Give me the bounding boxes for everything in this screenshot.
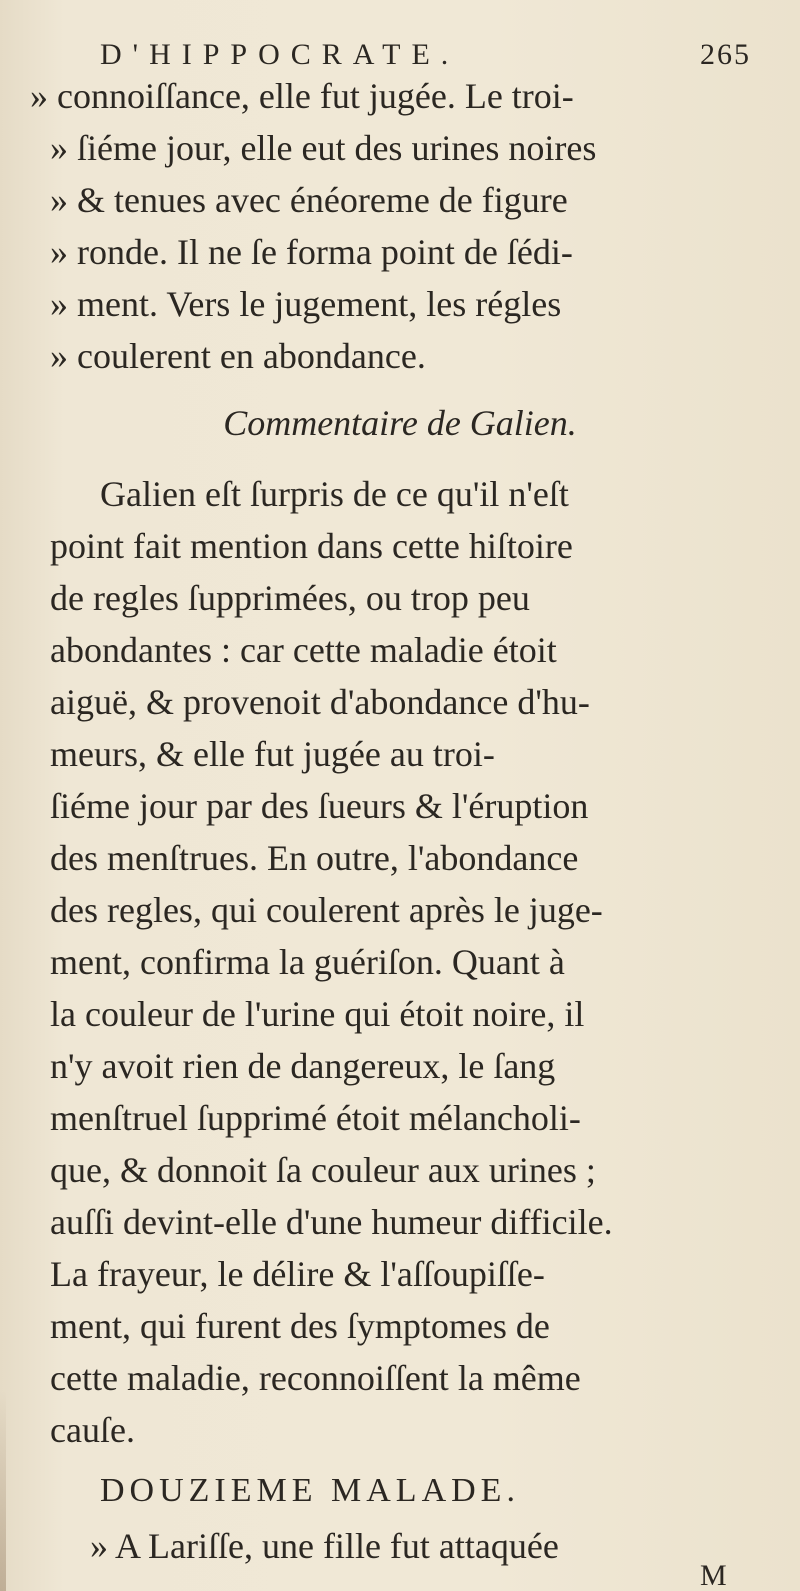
page-number: 265 — [700, 38, 751, 71]
text-line: ment, qui furent des ſymptomes de — [50, 1306, 550, 1346]
text-line: de regles ſupprimées, ou trop peu — [50, 578, 530, 618]
text-line: menſtruel ſupprimé étoit mélancholi- — [50, 1098, 581, 1138]
text-line: cauſe. — [50, 1410, 135, 1450]
text-line: la couleur de l'urine qui étoit noire, il — [50, 994, 585, 1034]
catchword: M — [700, 1559, 727, 1591]
text-line: » connoiſſance, elle fut jugée. Le troi- — [30, 76, 574, 116]
section-heading: DOUZIEME MALADE. — [100, 1472, 520, 1509]
running-title: D'HIPPOCRATE. — [100, 38, 460, 71]
commentary-heading: Commentaire de Galien. — [223, 403, 577, 443]
text-line: » A Lariſſe, une fille fut attaquée — [90, 1526, 559, 1566]
text-line: des menſtrues. En outre, l'abondance — [50, 838, 579, 878]
text-line: n'y avoit rien de dangereux, le ſang — [50, 1046, 556, 1086]
page-edge-shadow — [0, 1390, 6, 1591]
text-line: des regles, qui coulerent après le juge- — [50, 890, 603, 930]
text-line: abondantes : car cette maladie étoit — [50, 630, 557, 670]
text-line: auſſi devint-elle d'une humeur difficile. — [50, 1202, 613, 1242]
text-line: » ronde. Il ne ſe forma point de ſédi- — [50, 232, 573, 272]
text-line: ment, confirma la guériſon. Quant à — [50, 942, 565, 982]
text-line: que, & donnoit ſa couleur aux urines ; — [50, 1150, 596, 1190]
text-line: » & tenues avec énéoreme de figure — [50, 180, 568, 220]
text-line: » ment. Vers le jugement, les régles — [50, 284, 562, 324]
text-line: ſiéme jour par des ſueurs & l'éruption — [50, 786, 589, 826]
text-line: » ſiéme jour, elle eut des urines noires — [50, 128, 597, 168]
text-line: meurs, & elle fut jugée au troi- — [50, 734, 495, 774]
text-line: cette maladie, reconnoiſſent la même — [50, 1358, 581, 1398]
text-line: La frayeur, le délire & l'aſſoupiſſe- — [50, 1254, 545, 1294]
text-line: » coulerent en abondance. — [50, 336, 426, 376]
text-line: aiguë, & provenoit d'abondance d'hu- — [50, 682, 590, 722]
text-line: Galien eſt ſurpris de ce qu'il n'eſt — [100, 474, 569, 514]
text-line: point fait mention dans cette hiſtoire — [50, 526, 573, 566]
